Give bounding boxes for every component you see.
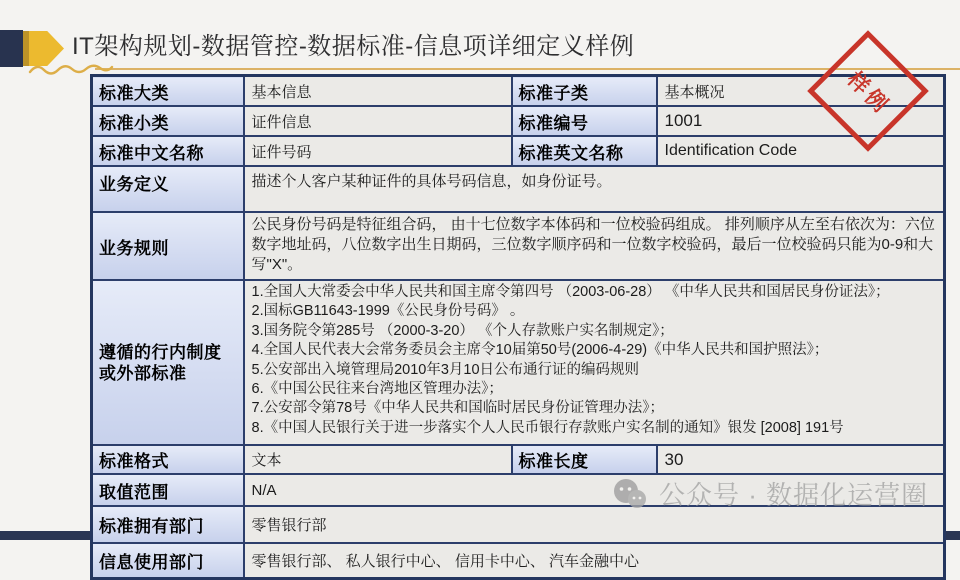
- std-minor-label: 标准小类: [92, 106, 244, 136]
- refs-value: [244, 280, 945, 445]
- page-title: IT架构规划-数据管控-数据标准-信息项详细定义样例: [72, 33, 635, 60]
- en-name-value: Identification Code: [657, 136, 945, 166]
- std-code-value: 1001: [657, 106, 945, 136]
- squiggle-underline-icon: [28, 61, 114, 77]
- std-minor-value: 证件信息: [244, 106, 512, 136]
- std-major-value: 基本信息: [244, 76, 512, 107]
- cn-name-label: 标准中文名称: [92, 136, 244, 166]
- refs-label: 遵循的行内制度或外部标准: [92, 280, 244, 445]
- cn-name-value: 证件号码: [244, 136, 512, 166]
- biz-rule-value: 公民身份号码是特征组合码， 由十七位数字本体码和一位校验码组成。 排列顺序从左至右依次为：六位数字地址码，八位数字出生日期码，三位数字顺序码和一位数字校验码，最后一位校验码只能为0-9和大写"X"。: [244, 212, 945, 280]
- table-row: [92, 543, 945, 579]
- en-name-label: 标准英文名称: [512, 136, 657, 166]
- length-label: 标准长度: [512, 445, 657, 474]
- title-accent-navy-block: [0, 30, 23, 67]
- std-code-label: 标准编号: [512, 106, 657, 136]
- biz-def-label: 业务定义: [92, 166, 244, 212]
- biz-rule-label: 业务规则: [92, 212, 244, 280]
- length-value: 30: [657, 445, 945, 474]
- ref-item: 2.国标GB11643-1999《公民身份号码》 。: [251, 303, 525, 320]
- table-row: [92, 136, 945, 166]
- ref-item: 8.《中国人民银行关于进一步落实个人人民币银行存款账户实名制的通知》银发 [2008] 191号: [251, 419, 844, 436]
- user-value: 零售银行部、 私人银行中心、 信用卡中心、 汽车金融中心: [244, 543, 945, 579]
- table-row: [92, 106, 945, 136]
- watermark: [612, 475, 928, 512]
- format-label: 标准格式: [92, 445, 244, 474]
- ref-item: 7.公安部令第78号《中华人民共和国临时居民身份证管理办法》；: [251, 400, 664, 417]
- ref-item: 3.国务院令第285号 （2000-3-20） 《个人存款账户实名制规定》；: [251, 322, 674, 339]
- owner-label: 标准拥有部门: [92, 506, 244, 543]
- table-row: [92, 212, 945, 280]
- range-label: 取值范围: [92, 474, 244, 506]
- ref-item: 5.公安部出入境管理局2010年3月10日公布通行证的编码规则: [251, 361, 640, 378]
- std-sub-value: 基本概况: [657, 76, 945, 107]
- sample-stamp-text: 样例: [842, 67, 895, 120]
- ref-item: 4.全国人民代表大会常务委员会主席令10届第50号(2006-4-29)《中华人民共和国护照法》；: [251, 342, 829, 359]
- table-row: [92, 166, 945, 212]
- table-row: [92, 445, 945, 474]
- std-sub-label: 标准子类: [512, 76, 657, 107]
- range-value: N/A: [244, 474, 945, 506]
- format-value: 文本: [244, 445, 512, 474]
- watermark-text: 公众号 · 数据化运营圈: [659, 480, 929, 510]
- wechat-icon: [612, 478, 650, 510]
- table-row: [92, 280, 945, 445]
- owner-value: 零售银行部: [244, 506, 945, 543]
- ref-item: 1.全国人大常委会中华人民共和国主席令第四号 （2003-06-28） 《中华人民共和国居民身份证法》；: [251, 284, 890, 300]
- std-major-label: 标准大类: [92, 76, 244, 107]
- biz-def-value: 描述个人客户某种证件的具体号码信息，如身份证号。: [244, 166, 945, 212]
- ref-item: 6.《中国公民往来台湾地区管理办法》；: [251, 381, 503, 398]
- user-label: 信息使用部门: [92, 543, 244, 579]
